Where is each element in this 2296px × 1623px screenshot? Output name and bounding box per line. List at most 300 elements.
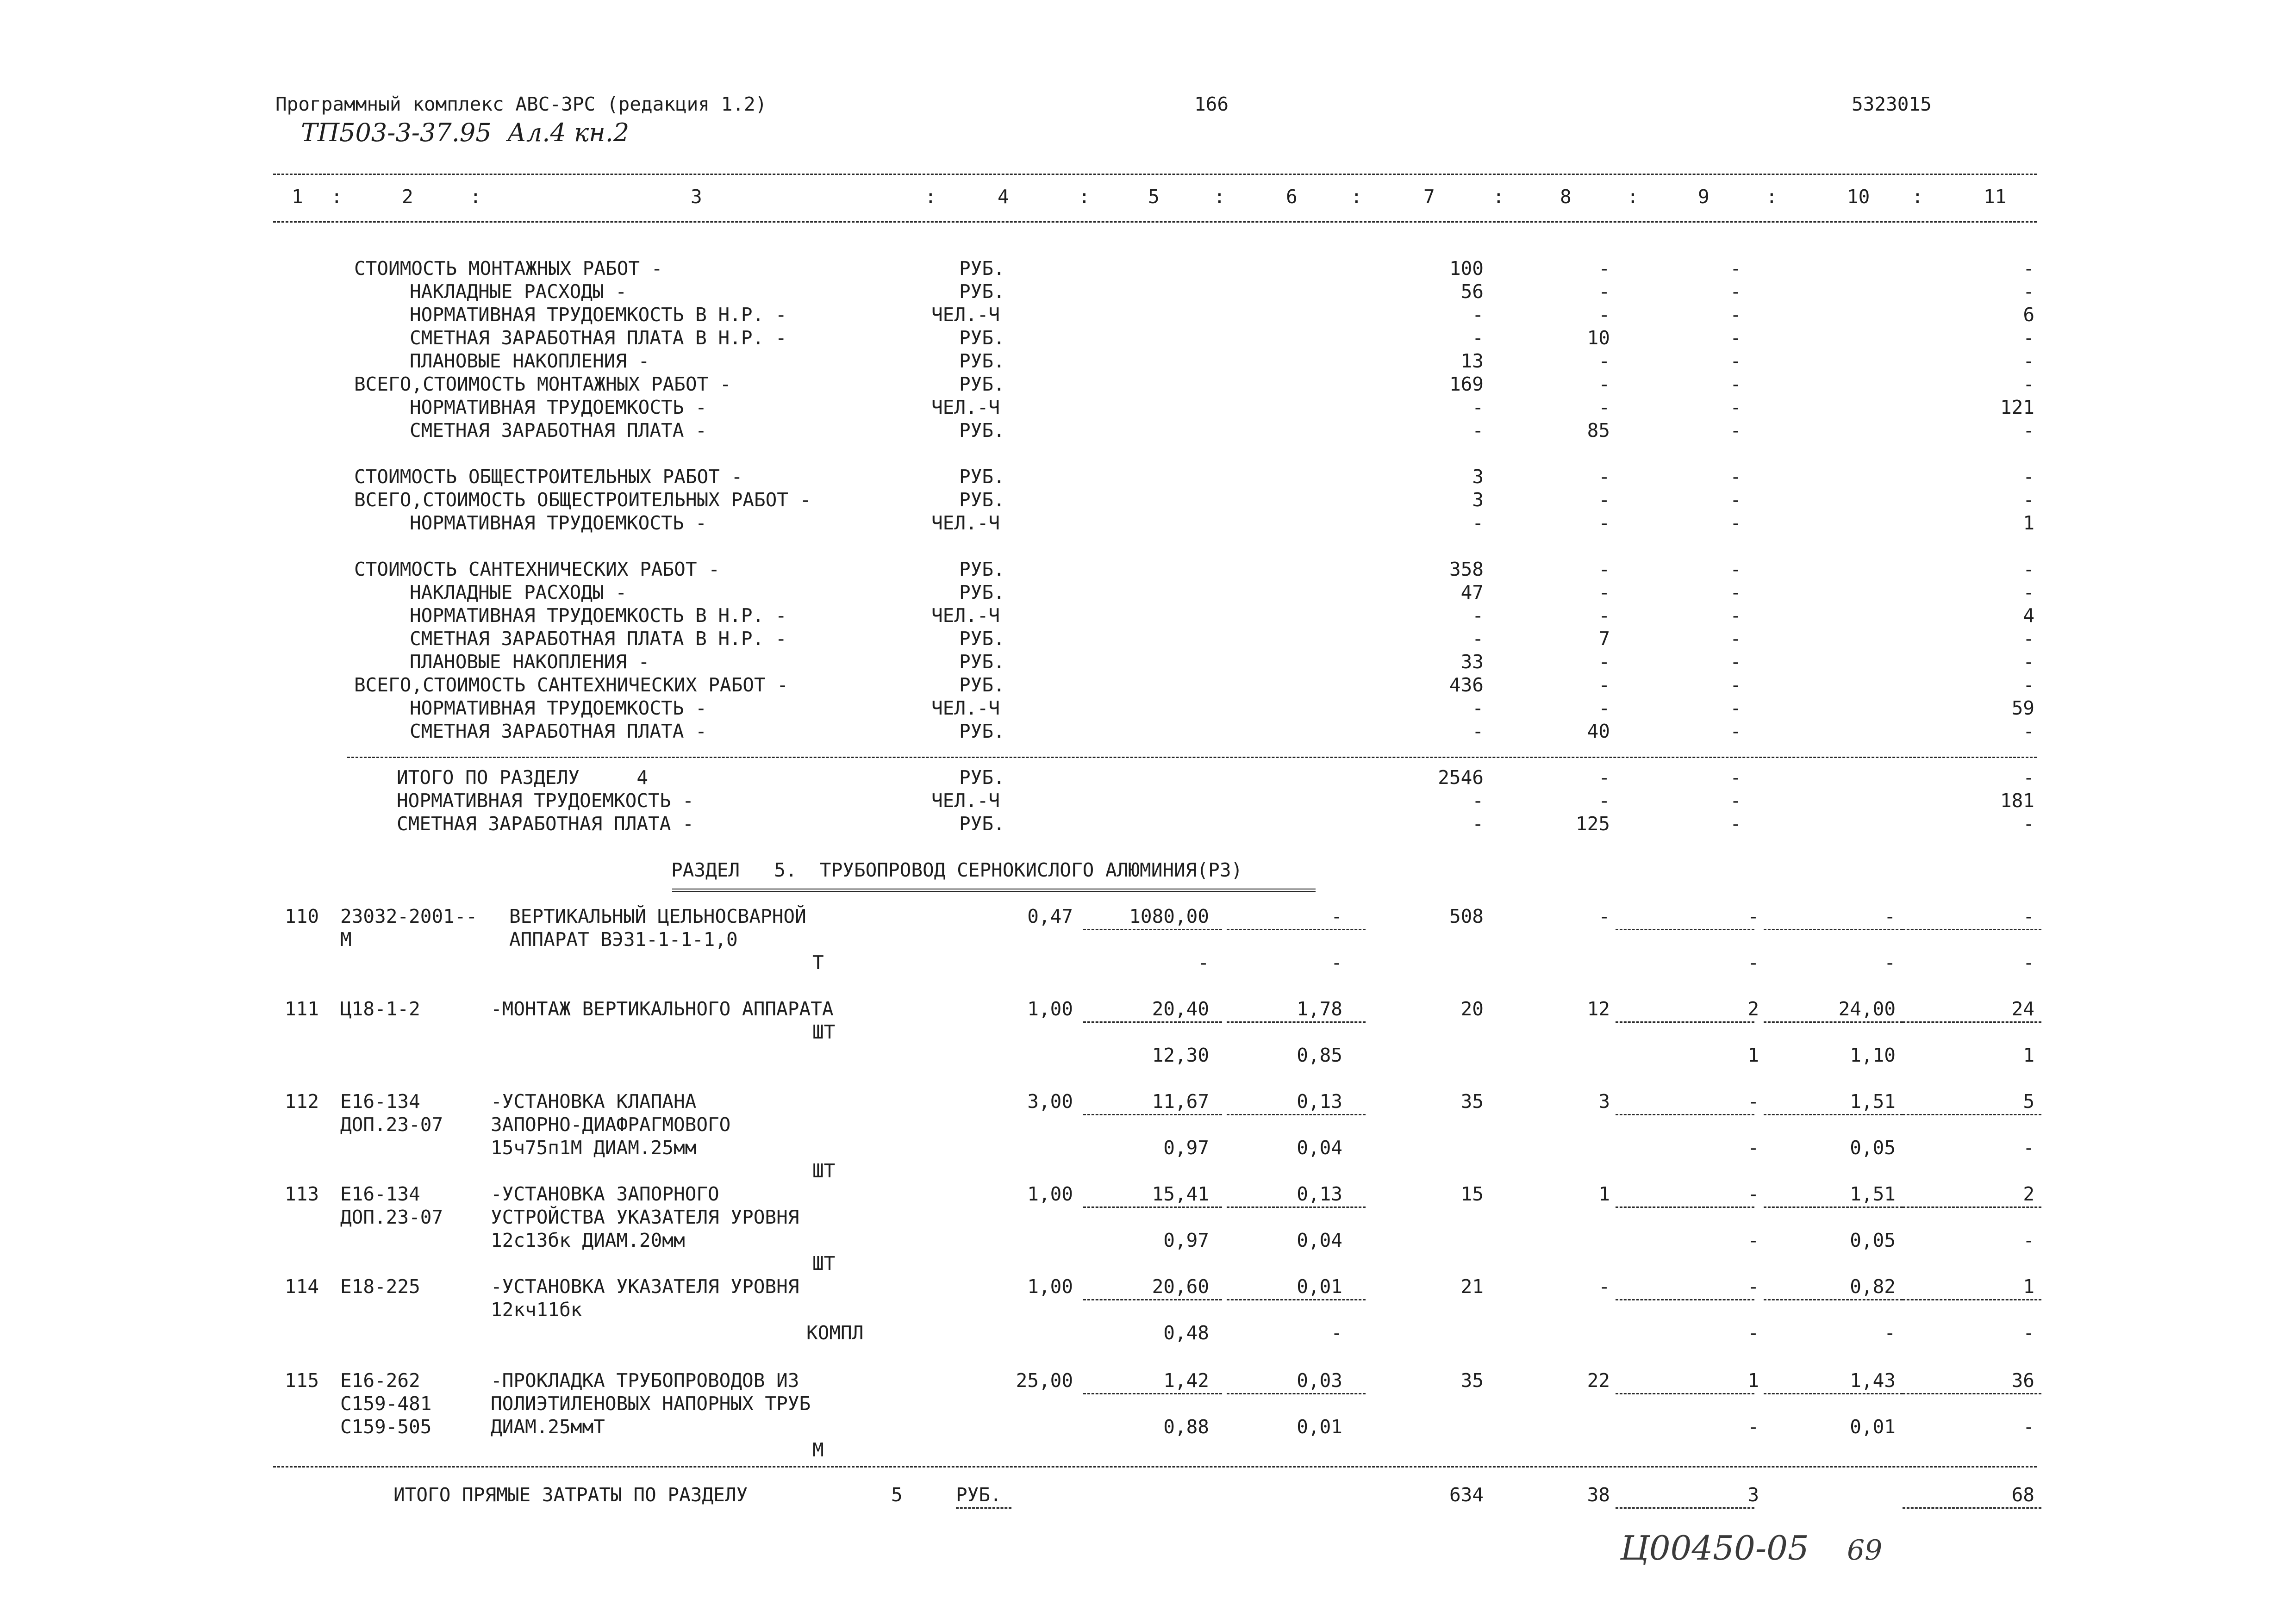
- item-quantity: 25,00: [1016, 1369, 1073, 1392]
- item-unit: ШТ: [812, 1252, 836, 1275]
- summary-row-unit: РУБ.: [959, 720, 1005, 742]
- item-description: 15ч75п1М ДИАМ.25мм: [491, 1137, 697, 1159]
- header-top-rule: [273, 174, 2037, 175]
- item-unit-cost-bottom: 12,30: [1152, 1044, 1209, 1066]
- item-code: 23032-2001--: [340, 905, 478, 927]
- item-description: -УСТАНОВКА КЛАПАНА: [491, 1090, 697, 1113]
- item-description: ДИАМ.25ммТ: [491, 1416, 605, 1438]
- fraction-rule: [1227, 1114, 1366, 1115]
- summary-row-col9: -: [1730, 790, 1741, 812]
- summary-row-col11: 1: [2023, 512, 2034, 534]
- item-col11-top: -: [2023, 905, 2034, 927]
- summary-row-label: СМЕТНАЯ ЗАРАБОТНАЯ ПЛАТА -: [410, 419, 707, 442]
- column-separator: :: [1627, 186, 1639, 208]
- fraction-rule: [1227, 929, 1366, 930]
- fraction-rule: [1083, 1393, 1222, 1394]
- summary-row-col7: 47: [1460, 581, 1484, 603]
- fraction-rule: [1764, 1114, 1903, 1115]
- summary-row-col7: -: [1472, 790, 1484, 812]
- summary-row-col8: 125: [1575, 813, 1610, 835]
- item-total-cost: 35: [1460, 1369, 1484, 1392]
- fraction-rule: [1083, 1206, 1222, 1208]
- item-unit-cost: 1,42: [1163, 1369, 1209, 1392]
- summary-row-unit: РУБ.: [959, 674, 1005, 696]
- summary-row-col7: 13: [1460, 350, 1484, 372]
- summary-row-col11: 121: [2000, 396, 2034, 418]
- handwritten-reference: ТП503-3-37.95 Ал.4 кн.2: [301, 118, 630, 147]
- summary-row-col9: -: [1730, 419, 1741, 442]
- summary-row-unit: РУБ.: [959, 466, 1005, 488]
- item-unit-cost-bottom: 0,88: [1163, 1416, 1209, 1438]
- item-number: 115: [285, 1369, 319, 1392]
- document-code: 5323015: [1852, 93, 1932, 115]
- summary-row-label: СМЕТНАЯ ЗАРАБОТНАЯ ПЛАТА В Н.Р. -: [410, 327, 787, 349]
- column-header-4: 4: [998, 186, 1009, 208]
- summary-row-col8: -: [1598, 674, 1610, 696]
- summary-row-col11: -: [2023, 651, 2034, 673]
- summary-row-col8: -: [1598, 257, 1610, 280]
- item-description: ЗАПОРНО-ДИАФРАГМОВОГО: [491, 1113, 731, 1136]
- item-col10-bottom: 0,05: [1850, 1137, 1896, 1159]
- item-quantity: 3,00: [1027, 1090, 1073, 1113]
- summary-row-col11: -: [2023, 350, 2034, 372]
- summary-row-label: ИТОГО ПО РАЗДЕЛУ 4: [397, 766, 649, 789]
- summary-row-col11: -: [2023, 674, 2034, 696]
- item-description: 12с13бк ДИАМ.20мм: [491, 1229, 685, 1251]
- summary-row-col11: 6: [2023, 304, 2034, 326]
- item-col10-bottom: 0,01: [1850, 1416, 1896, 1438]
- summary-row-col7: -: [1472, 628, 1484, 650]
- summary-row-col8: -: [1598, 350, 1610, 372]
- summary-row-label: ПЛАНОВЫЕ НАКОПЛЕНИЯ -: [410, 350, 650, 372]
- summary-row-col11: -: [2023, 419, 2034, 442]
- summary-row-col9: -: [1730, 558, 1741, 580]
- summary-row-col8: -: [1598, 396, 1610, 418]
- summary-row-col8: -: [1598, 604, 1610, 627]
- item-col9-bottom: -: [1747, 951, 1759, 974]
- summary-row-unit: РУБ.: [959, 581, 1005, 603]
- item-number: 114: [285, 1275, 319, 1298]
- item-unit-wage-bottom: 0,85: [1297, 1044, 1342, 1066]
- summary-row-col9: -: [1730, 651, 1741, 673]
- column-separator: :: [1351, 186, 1362, 208]
- summary-row-col9: -: [1730, 720, 1741, 742]
- summary-row-col7: -: [1472, 512, 1484, 534]
- item-description: ВЕРТИКАЛЬНЫЙ ЦЕЛЬНОСВАРНОЙ: [509, 905, 806, 927]
- item-unit-wage-bottom: 0,04: [1297, 1229, 1342, 1251]
- summary-row-col7: -: [1472, 720, 1484, 742]
- summary-row-col8: -: [1598, 489, 1610, 511]
- fraction-rule: [1227, 1299, 1366, 1300]
- item-col11-bottom: -: [2023, 1229, 2034, 1251]
- item-col9-bottom: -: [1747, 1416, 1759, 1438]
- summary-row-label: СТОИМОСТЬ МОНТАЖНЫХ РАБОТ -: [354, 257, 663, 280]
- item-code: ДОП.23-07: [340, 1206, 443, 1228]
- summary-row-col7: -: [1472, 396, 1484, 418]
- summary-row-col7: 3: [1472, 489, 1484, 511]
- summary-row-col8: -: [1598, 466, 1610, 488]
- summary-row-col7: 169: [1449, 373, 1484, 395]
- fraction-rule: [1903, 1114, 2041, 1115]
- summary-row-col9: -: [1730, 628, 1741, 650]
- summary-row-unit: РУБ.: [959, 257, 1005, 280]
- column-separator: :: [470, 186, 481, 208]
- column-separator: :: [925, 186, 936, 208]
- summary-row-unit: РУБ.: [959, 651, 1005, 673]
- summary-row-col7: 56: [1460, 280, 1484, 303]
- item-unit-wage-bottom: -: [1331, 1322, 1342, 1344]
- item-code: Е16-134: [340, 1090, 420, 1113]
- summary-row-col7: 358: [1449, 558, 1484, 580]
- item-total-wage: 1: [1598, 1183, 1610, 1205]
- item-code: С159-481: [340, 1393, 432, 1415]
- summary-row-col11: -: [2023, 813, 2034, 835]
- summary-row-col8: -: [1598, 790, 1610, 812]
- item-col11-bottom: -: [2023, 1322, 2034, 1344]
- column-header-1: 1: [292, 186, 303, 208]
- item-description: -МОНТАЖ ВЕРТИКАЛЬНОГО АППАРАТА: [491, 998, 834, 1020]
- item-unit-wage-bottom: -: [1331, 951, 1342, 974]
- summary-row-col9: -: [1730, 604, 1741, 627]
- item-total-wage: -: [1598, 905, 1610, 927]
- item-total-wage: 22: [1587, 1369, 1610, 1392]
- fraction-rule: [1616, 1299, 1754, 1300]
- item-col11-top: 2: [2023, 1183, 2034, 1205]
- item-col10-top: 1,51: [1850, 1090, 1896, 1113]
- item-description: -УСТАНОВКА УКАЗАТЕЛЯ УРОВНЯ: [491, 1275, 799, 1298]
- item-total-cost: 35: [1460, 1090, 1484, 1113]
- column-header-9: 9: [1698, 186, 1710, 208]
- item-col11-top: 36: [2011, 1369, 2034, 1392]
- summary-row-unit: ЧЕЛ.-Ч: [931, 790, 1000, 812]
- item-col11-bottom: -: [2023, 951, 2034, 974]
- unit-underline: [956, 1507, 1011, 1509]
- fraction-rule: [1764, 1021, 1903, 1023]
- item-unit-cost: 20,60: [1152, 1275, 1209, 1298]
- summary-row-col7: 3: [1472, 466, 1484, 488]
- item-col9-top: -: [1747, 905, 1759, 927]
- summary-row-unit: РУБ.: [959, 350, 1005, 372]
- item-code: ДОП.23-07: [340, 1113, 443, 1136]
- summary-row-col8: 40: [1587, 720, 1610, 742]
- item-col11-bottom: -: [2023, 1137, 2034, 1159]
- summary-row-label: НОРМАТИВНАЯ ТРУДОЕМКОСТЬ -: [410, 512, 707, 534]
- column-separator: :: [1912, 186, 1923, 208]
- column-header-7: 7: [1423, 186, 1435, 208]
- summary-row-label: ПЛАНОВЫЕ НАКОПЛЕНИЯ -: [410, 651, 650, 673]
- fraction-rule: [1903, 1021, 2041, 1023]
- fraction-rule: [1764, 929, 1903, 930]
- item-col11-bottom: 1: [2023, 1044, 2034, 1066]
- item-unit-wage: 1,78: [1297, 998, 1342, 1020]
- summary-row-col11: -: [2023, 628, 2034, 650]
- summary-row-label: ВСЕГО,СТОИМОСТЬ МОНТАЖНЫХ РАБОТ -: [354, 373, 731, 395]
- item-quantity: 1,00: [1027, 1183, 1073, 1205]
- column-header-6: 6: [1286, 186, 1298, 208]
- fraction-rule: [1764, 1206, 1903, 1208]
- item-col9-bottom: 1: [1747, 1044, 1759, 1066]
- stamp-code: Ц00450-05: [1620, 1529, 1809, 1567]
- item-code: Е16-134: [340, 1183, 420, 1205]
- summary-row-label: НАКЛАДНЫЕ РАСХОДЫ -: [410, 581, 627, 603]
- item-col10-bottom: 1,10: [1850, 1044, 1896, 1066]
- item-col10-bottom: -: [1884, 951, 1896, 974]
- item-unit-cost: 11,67: [1152, 1090, 1209, 1113]
- section-total-rule: [347, 757, 2037, 758]
- item-description: УСТРОЙСТВА УКАЗАТЕЛЯ УРОВНЯ: [491, 1206, 799, 1228]
- summary-row-label: СТОИМОСТЬ ОБЩЕСТРОИТЕЛЬНЫХ РАБОТ -: [354, 466, 743, 488]
- item-unit-wage: 0,13: [1297, 1090, 1342, 1113]
- section-title-underline: [672, 889, 1316, 892]
- summary-row-col7: -: [1472, 813, 1484, 835]
- summary-row-unit: РУБ.: [959, 766, 1005, 789]
- footer-total-label: ИТОГО ПРЯМЫЕ ЗАТРАТЫ ПО РАЗДЕЛУ: [393, 1484, 748, 1506]
- item-description: -ПРОКЛАДКА ТРУБОПРОВОДОВ ИЗ: [491, 1369, 799, 1392]
- footer-total-col8: 38: [1587, 1484, 1610, 1506]
- item-code: Е18-225: [340, 1275, 420, 1298]
- fraction-rule: [1616, 1114, 1754, 1115]
- item-code: М: [340, 928, 352, 951]
- page-number: 166: [1194, 93, 1229, 115]
- summary-row-unit: РУБ.: [959, 327, 1005, 349]
- footer-total-col9: 3: [1747, 1484, 1759, 1506]
- summary-row-label: НОРМАТИВНАЯ ТРУДОЕМКОСТЬ В Н.Р. -: [410, 604, 787, 627]
- item-total-wage: -: [1598, 1275, 1610, 1298]
- column-header-2: 2: [402, 186, 413, 208]
- column-header-5: 5: [1148, 186, 1160, 208]
- item-unit-wage-bottom: 0,04: [1297, 1137, 1342, 1159]
- item-unit-cost-bottom: -: [1198, 951, 1209, 974]
- item-total-cost: 20: [1460, 998, 1484, 1020]
- summary-row-unit: РУБ.: [959, 373, 1005, 395]
- item-quantity: 1,00: [1027, 1275, 1073, 1298]
- summary-row-unit: ЧЕЛ.-Ч: [931, 604, 1000, 627]
- summary-row-col11: -: [2023, 466, 2034, 488]
- summary-row-col8: -: [1598, 651, 1610, 673]
- fraction-rule: [1083, 1021, 1222, 1023]
- item-col11-top: 24: [2011, 998, 2034, 1020]
- summary-row-col11: -: [2023, 489, 2034, 511]
- fraction-rule: [1764, 1393, 1903, 1394]
- item-col10-top: 1,51: [1850, 1183, 1896, 1205]
- summary-row-col9: -: [1730, 350, 1741, 372]
- summary-row-label: НАКЛАДНЫЕ РАСХОДЫ -: [410, 280, 627, 303]
- summary-row-col9: -: [1730, 512, 1741, 534]
- item-number: 113: [285, 1183, 319, 1205]
- fraction-rule: [1764, 1299, 1903, 1300]
- summary-row-col8: -: [1598, 280, 1610, 303]
- item-col9-bottom: -: [1747, 1322, 1759, 1344]
- item-unit-cost-bottom: 0,97: [1163, 1137, 1209, 1159]
- summary-row-col11: -: [2023, 373, 2034, 395]
- summary-row-col9: -: [1730, 466, 1741, 488]
- item-unit-cost: 15,41: [1152, 1183, 1209, 1205]
- item-unit-cost-bottom: 0,97: [1163, 1229, 1209, 1251]
- section-title: РАЗДЕЛ 5. ТРУБОПРОВОД СЕРНОКИСЛОГО АЛЮМИНИЯ(Р3): [671, 859, 1243, 881]
- summary-row-col11: 59: [2011, 697, 2034, 719]
- summary-row-col9: -: [1730, 813, 1741, 835]
- column-separator: :: [1214, 186, 1225, 208]
- item-unit: ШТ: [812, 1021, 836, 1043]
- summary-row-unit: РУБ.: [959, 628, 1005, 650]
- column-separator: :: [331, 186, 343, 208]
- summary-row-col11: -: [2023, 720, 2034, 742]
- summary-row-label: НОРМАТИВНАЯ ТРУДОЕМКОСТЬ В Н.Р. -: [410, 304, 787, 326]
- item-total-cost: 15: [1460, 1183, 1484, 1205]
- footer-total-section: 5: [891, 1484, 903, 1506]
- item-description: 12кч11бк: [491, 1299, 582, 1321]
- item-description: ПОЛИЭТИЛЕНОВЫХ НАПОРНЫХ ТРУБ: [491, 1393, 811, 1415]
- item-description: -УСТАНОВКА ЗАПОРНОГО: [491, 1183, 719, 1205]
- fraction-rule: [1616, 1206, 1754, 1208]
- summary-row-label: СМЕТНАЯ ЗАРАБОТНАЯ ПЛАТА -: [397, 813, 694, 835]
- item-col9-bottom: -: [1747, 1137, 1759, 1159]
- summary-row-col7: 100: [1449, 257, 1484, 280]
- item-col9-top: 1: [1747, 1369, 1759, 1392]
- item-col9-top: -: [1747, 1183, 1759, 1205]
- item-col9-top: -: [1747, 1090, 1759, 1113]
- item-total-cost: 508: [1449, 905, 1484, 927]
- fraction-rule: [1227, 1393, 1366, 1394]
- summary-row-label: СМЕТНАЯ ЗАРАБОТНАЯ ПЛАТА -: [410, 720, 707, 742]
- item-col9-top: 2: [1747, 998, 1759, 1020]
- summary-row-col11: -: [2023, 327, 2034, 349]
- item-total-wage: 12: [1587, 998, 1610, 1020]
- item-col11-bottom: -: [2023, 1416, 2034, 1438]
- summary-row-unit: РУБ.: [959, 813, 1005, 835]
- summary-row-col8: -: [1598, 373, 1610, 395]
- item-col9-bottom: -: [1747, 1229, 1759, 1251]
- summary-row-col7: -: [1472, 419, 1484, 442]
- item-quantity: 1,00: [1027, 998, 1073, 1020]
- summary-row-unit: ЧЕЛ.-Ч: [931, 304, 1000, 326]
- summary-row-col9: -: [1730, 257, 1741, 280]
- summary-row-col8: -: [1598, 766, 1610, 789]
- summary-row-label: НОРМАТИВНАЯ ТРУДОЕМКОСТЬ -: [410, 697, 707, 719]
- summary-row-col8: -: [1598, 697, 1610, 719]
- column-header-8: 8: [1560, 186, 1572, 208]
- fraction-rule: [1616, 1507, 1754, 1509]
- item-col9-top: -: [1747, 1275, 1759, 1298]
- footer-total-unit: РУБ.: [956, 1484, 1002, 1506]
- column-separator: :: [1079, 186, 1090, 208]
- column-header-3: 3: [691, 186, 702, 208]
- summary-row-col11: -: [2023, 766, 2034, 789]
- summary-row-col9: -: [1730, 396, 1741, 418]
- summary-row-col9: -: [1730, 766, 1741, 789]
- item-unit: ШТ: [812, 1160, 836, 1182]
- summary-row-col9: -: [1730, 489, 1741, 511]
- item-col10-bottom: -: [1884, 1322, 1896, 1344]
- item-code: С159-505: [340, 1416, 432, 1438]
- fraction-rule: [1616, 929, 1754, 930]
- summary-row-col9: -: [1730, 674, 1741, 696]
- item-code: Ц18-1-2: [340, 998, 420, 1020]
- summary-row-col7: -: [1472, 304, 1484, 326]
- item-col11-top: 1: [2023, 1275, 2034, 1298]
- summary-row-col11: 4: [2023, 604, 2034, 627]
- item-col11-top: 5: [2023, 1090, 2034, 1113]
- summary-row-col8: -: [1598, 558, 1610, 580]
- fraction-rule: [1903, 1299, 2041, 1300]
- item-number: 110: [285, 905, 319, 927]
- summary-row-label: НОРМАТИВНАЯ ТРУДОЕМКОСТЬ -: [397, 790, 694, 812]
- summary-row-col11: -: [2023, 257, 2034, 280]
- summary-row-col7: -: [1472, 604, 1484, 627]
- summary-row-col11: -: [2023, 581, 2034, 603]
- fraction-rule: [1616, 1021, 1754, 1023]
- summary-row-col8: 7: [1598, 628, 1610, 650]
- fraction-rule: [1083, 1299, 1222, 1300]
- summary-row-col11: 181: [2000, 790, 2034, 812]
- item-unit-wage: 0,01: [1297, 1275, 1342, 1298]
- item-unit-wage: -: [1331, 905, 1342, 927]
- summary-row-unit: ЧЕЛ.-Ч: [931, 697, 1000, 719]
- fraction-rule: [1227, 1206, 1366, 1208]
- item-unit-wage: 0,13: [1297, 1183, 1342, 1205]
- summary-row-col9: -: [1730, 373, 1741, 395]
- summary-row-col9: -: [1730, 697, 1741, 719]
- summary-row-col7: -: [1472, 327, 1484, 349]
- summary-row-unit: ЧЕЛ.-Ч: [931, 512, 1000, 534]
- item-code: Е16-262: [340, 1369, 420, 1392]
- fraction-rule: [1903, 1393, 2041, 1394]
- summary-row-col8: -: [1598, 581, 1610, 603]
- fraction-rule: [1903, 1206, 2041, 1208]
- item-col10-top: -: [1884, 905, 1896, 927]
- summary-row-col7: 33: [1460, 651, 1484, 673]
- summary-row-col7: 2546: [1438, 766, 1484, 789]
- summary-row-col8: 85: [1587, 419, 1610, 442]
- item-unit-wage: 0,03: [1297, 1369, 1342, 1392]
- item-description: АППАРАТ ВЭ31-1-1-1,0: [509, 928, 738, 951]
- summary-row-unit: РУБ.: [959, 419, 1005, 442]
- summary-row-label: НОРМАТИВНАЯ ТРУДОЕМКОСТЬ -: [410, 396, 707, 418]
- fraction-rule: [1083, 929, 1222, 930]
- footer-total-col11: 68: [2011, 1484, 2034, 1506]
- summary-row-col11: -: [2023, 558, 2034, 580]
- footer-rule: [273, 1466, 2037, 1468]
- summary-row-col7: -: [1472, 697, 1484, 719]
- summary-row-col9: -: [1730, 280, 1741, 303]
- item-col10-top: 0,82: [1850, 1275, 1896, 1298]
- column-header-11: 11: [1984, 186, 2007, 208]
- item-total-cost: 21: [1460, 1275, 1484, 1298]
- summary-row-label: ВСЕГО,СТОИМОСТЬ САНТЕХНИЧЕСКИХ РАБОТ -: [354, 674, 788, 696]
- item-unit: М: [812, 1439, 824, 1461]
- summary-row-col9: -: [1730, 304, 1741, 326]
- summary-row-unit: РУБ.: [959, 558, 1005, 580]
- item-col10-top: 1,43: [1850, 1369, 1896, 1392]
- fraction-rule: [1903, 929, 2041, 930]
- item-quantity: 0,47: [1027, 905, 1073, 927]
- summary-row-col8: -: [1598, 512, 1610, 534]
- fraction-rule: [1616, 1393, 1754, 1394]
- stamp-number: 69: [1847, 1534, 1883, 1567]
- program-title: Программный комплекс АВС-3РС (редакция 1.2): [275, 93, 767, 115]
- summary-row-unit: РУБ.: [959, 280, 1005, 303]
- item-unit-cost: 20,40: [1152, 998, 1209, 1020]
- item-number: 112: [285, 1090, 319, 1113]
- summary-row-label: СМЕТНАЯ ЗАРАБОТНАЯ ПЛАТА В Н.Р. -: [410, 628, 787, 650]
- column-separator: :: [1493, 186, 1504, 208]
- summary-row-label: СТОИМОСТЬ САНТЕХНИЧЕСКИХ РАБОТ -: [354, 558, 720, 580]
- column-header-10: 10: [1847, 186, 1870, 208]
- item-unit-cost-bottom: 0,48: [1163, 1322, 1209, 1344]
- column-separator: :: [1766, 186, 1778, 208]
- item-total-wage: 3: [1598, 1090, 1610, 1113]
- fraction-rule: [1083, 1114, 1222, 1115]
